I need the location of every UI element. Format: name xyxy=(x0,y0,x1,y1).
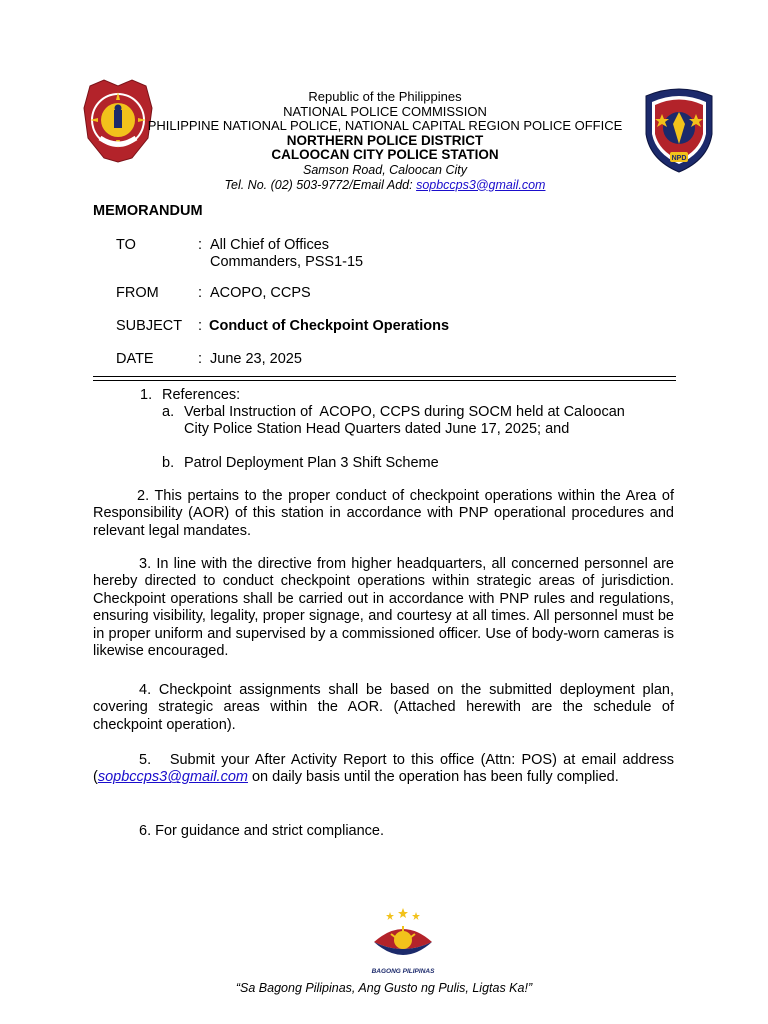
paragraph-6: 6. For guidance and strict compliance. xyxy=(139,823,385,839)
from-colon: : xyxy=(198,285,203,301)
paragraph-2: 2. This pertains to the proper conduct of checkpoint operations within the Area of Responsibility (AOR) of this station in accordance with PNP operational procedures and relevant legal mandates. xyxy=(93,488,674,539)
date-colon: : xyxy=(198,351,203,367)
header-district: NORTHERN POLICE DISTRICT xyxy=(286,132,484,148)
caloocan-police-badge-icon xyxy=(640,84,718,174)
ref-b-label: b. xyxy=(162,455,175,471)
subject-value: Conduct of Checkpoint Operations xyxy=(209,318,450,334)
header-napolcom: NATIONAL POLICE COMMISSION xyxy=(283,103,487,119)
to-value-2: Commanders, PSS1-15 xyxy=(210,254,364,270)
subject-colon: : xyxy=(198,318,203,334)
header-email-link[interactable]: sopbccps3@gmail.com xyxy=(416,177,546,192)
ref-b-text: Patrol Deployment Plan 3 Shift Scheme xyxy=(184,455,439,471)
bagong-pilipinas-caption: BAGONG PILIPINAS xyxy=(371,968,435,975)
subject-label: SUBJECT xyxy=(116,318,183,334)
paragraph-5-email-link[interactable]: sopbccps3@gmail.com xyxy=(97,769,248,786)
letterhead xyxy=(140,90,630,192)
bagong-pilipinas-logo-icon xyxy=(360,906,446,978)
to-value-1: All Chief of Offices xyxy=(210,237,330,253)
to-colon: : xyxy=(198,237,203,253)
memo-title: MEMORANDUM xyxy=(93,203,203,219)
from-value: ACOPO, CCPS xyxy=(210,285,311,301)
paragraph-4: 4. Checkpoint assignments shall be based on the submitted deployment plan, covering strategic areas within the AOR. (Attached herewith are the schedule of checkpoint operation). xyxy=(93,682,674,733)
header-pnp-ncrpo: PHILIPPINE NATIONAL POLICE, NATIONAL CAPITAL REGION POLICE OFFICE xyxy=(147,118,623,134)
header-station: CALOOCAN CITY POLICE STATION xyxy=(271,147,499,163)
ref-a-line-2: City Police Station Head Quarters dated June 17, 2025; and xyxy=(184,421,570,437)
paragraph-5-after: on daily basis until the operation has been fully complied. xyxy=(247,769,619,786)
from-label: FROM xyxy=(116,285,159,301)
divider-line-top xyxy=(93,376,676,377)
header-contact xyxy=(140,178,630,193)
ref-a-line-1: Verbal Instruction of ACOPO, CCPS during SOCM held at Caloocan xyxy=(184,404,625,420)
ref-a-label: a. xyxy=(162,404,175,420)
header-address: Samson Road, Caloocan City xyxy=(303,162,467,177)
header-republic: Republic of the Philippines xyxy=(308,89,462,104)
ref-number: 1. xyxy=(140,387,153,403)
to-label: TO xyxy=(116,237,136,253)
date-label: DATE xyxy=(116,351,154,367)
divider-line-bottom xyxy=(93,380,676,381)
footer-motto: “Sa Bagong Pilipinas, Ang Gusto ng Pulis, Ligtas Ka!” xyxy=(235,981,533,995)
date-value: June 23, 2025 xyxy=(210,351,302,367)
header-contact-prefix: Tel. No. (02) 503-9772/Email Add: xyxy=(224,177,417,192)
paragraph-5 xyxy=(93,752,679,787)
badge-npd-text: NPD xyxy=(671,155,687,162)
ref-title: References: xyxy=(162,387,241,403)
paragraph-5-before: 5. Submit your After Activity Report to this office (Attn: POS) at email address ( xyxy=(93,752,679,786)
paragraph-3: 3. In line with the directive from higher headquarters, all concerned personnel are hereby directed to conduct checkpoint operations within strategic areas of jurisdiction. Checkpoint operations shall be carried out in accordance with PNP rules and regulations, ensuring visibility, legality, proper signage, and courtesy at all times. All personnel must be in proper uniform and supervised by a commissioned officer. Use of body-worn cameras is likewise encouraged. xyxy=(93,556,674,660)
